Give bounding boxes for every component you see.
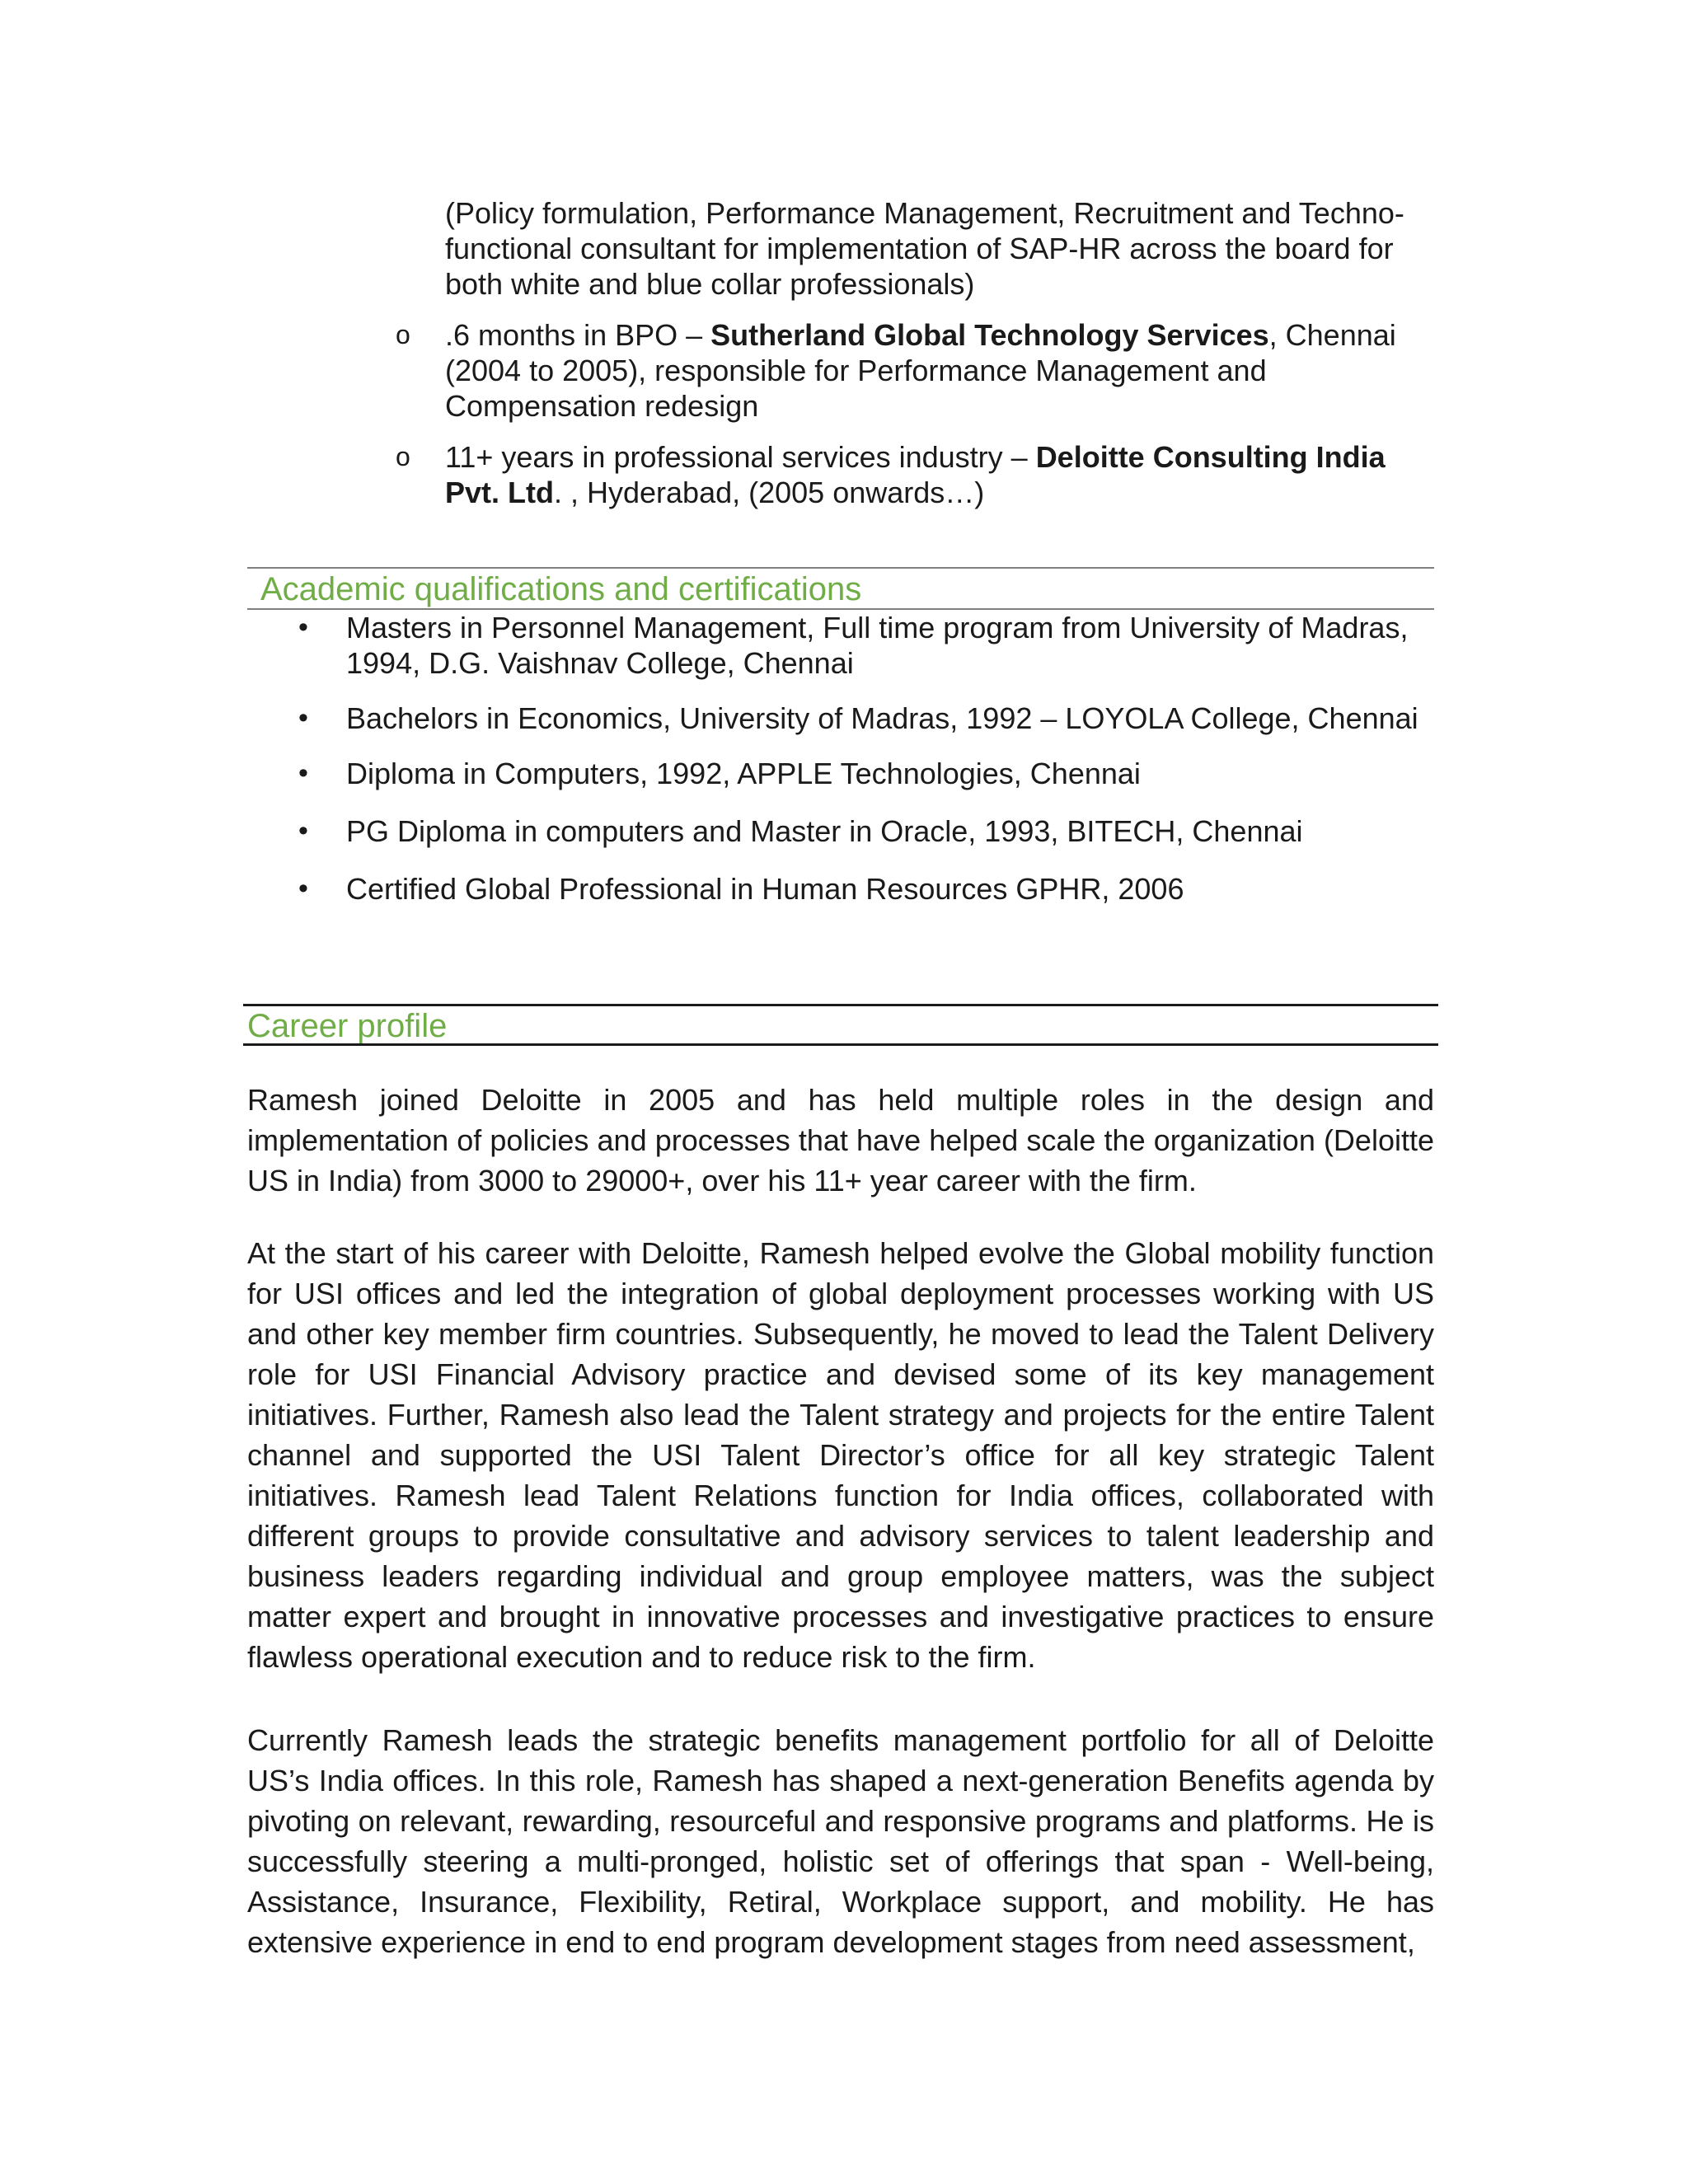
bullet-icon: • bbox=[298, 757, 308, 789]
employer-name: Sutherland Global Technology Services bbox=[710, 318, 1269, 352]
employer-name: Deloitte Consulting India Pvt. Ltd bbox=[445, 440, 1386, 509]
section-rule-top bbox=[247, 567, 1434, 569]
list-item: • Certified Global Professional in Human Resources GPHR, 2006 bbox=[298, 872, 1184, 906]
list-item: • PG Diploma in computers and Master in Oracle, 1993, BITECH, Chennai bbox=[298, 814, 1303, 848]
academic-list bbox=[297, 610, 1434, 907]
list-item: • Masters in Personnel Management, Full time program from University of Madras, 1994, D.G. Vaishnav College, Chennai bbox=[298, 611, 1409, 680]
bullet-icon: • bbox=[298, 815, 308, 846]
bullet-icon: • bbox=[298, 873, 308, 904]
bullet-icon: • bbox=[298, 702, 308, 733]
experience-intro-text: (Policy formulation, Performance Management, Recruitment and Techno-functional consultant for implementation of SAP-HR across the board for both white and blue collar professionals) bbox=[445, 196, 1404, 301]
section-rule-top bbox=[243, 1004, 1438, 1006]
career-paragraph: Currently Ramesh leads the strategic benefits management portfolio for all of Deloitte US’s India offices. In this role, Ramesh has shaped a next-generation Benefits agenda by pivoting on relevant, rewarding, resourceful and responsive programs and platforms. He is successfully steering a multi-pronged, holistic set of offerings that span - Well-being, Assistance, Insurance, Flexibility, Retiral, Workplace support, and mobility. He has extensive experience in end to end program development stages from need assessment, bbox=[247, 1723, 1434, 1959]
career-paragraph: At the start of his career with Deloitte, Ramesh helped evolve the Global mobility function for USI offices and led the integration of global deployment processes working with US and other key member firm countries. Subsequently, he moved to lead the Talent Delivery role for USI Financial Advisory practice and devised some of its key management initiatives. Further, Ramesh also lead the Talent strategy and projects for the entire Talent channel and supported the USI Talent Director’s office for all key strategic Talent initiatives. Ramesh lead Talent Relations function for India offices, collaborated with different groups to provide consultative and advisory services to talent leadership and business leaders regarding individual and group employee matters, was the subject matter expert and brought in innovative processes and investigative practices to ensure flawless operational execution and to reduce risk to the firm. bbox=[247, 1236, 1434, 1674]
experience-item-text: .6 months in BPO – Sutherland Global Technology Services, Chennai (2004 to 2005), responsible for Performance Management and Compensation redesign bbox=[445, 318, 1396, 423]
bullet-icon: • bbox=[298, 612, 308, 643]
career-heading: Career profile bbox=[247, 1008, 448, 1044]
career-paragraph: Ramesh joined Deloitte in 2005 and has held multiple roles in the design and implementation of policies and processes that have helped scale the organization (Deloitte US in India) from 3000 to 29000+, over his 11+ year career with the firm. bbox=[247, 1083, 1434, 1197]
list-item: • Bachelors in Economics, University of Madras, 1992 – LOYOLA College, Chennai bbox=[298, 701, 1418, 735]
list-item: • Diploma in Computers, 1992, APPLE Technologies, Chennai bbox=[298, 757, 1141, 790]
academic-heading: Academic qualifications and certifications bbox=[260, 571, 862, 607]
experience-item-text: 11+ years in professional services industry – Deloitte Consulting India Pvt. Ltd. , Hyderabad, (2005 onwards…) bbox=[445, 440, 1386, 509]
hollow-bullet-icon: o bbox=[396, 320, 410, 349]
section-rule-bottom bbox=[243, 1043, 1438, 1046]
hollow-bullet-icon: o bbox=[396, 442, 410, 471]
